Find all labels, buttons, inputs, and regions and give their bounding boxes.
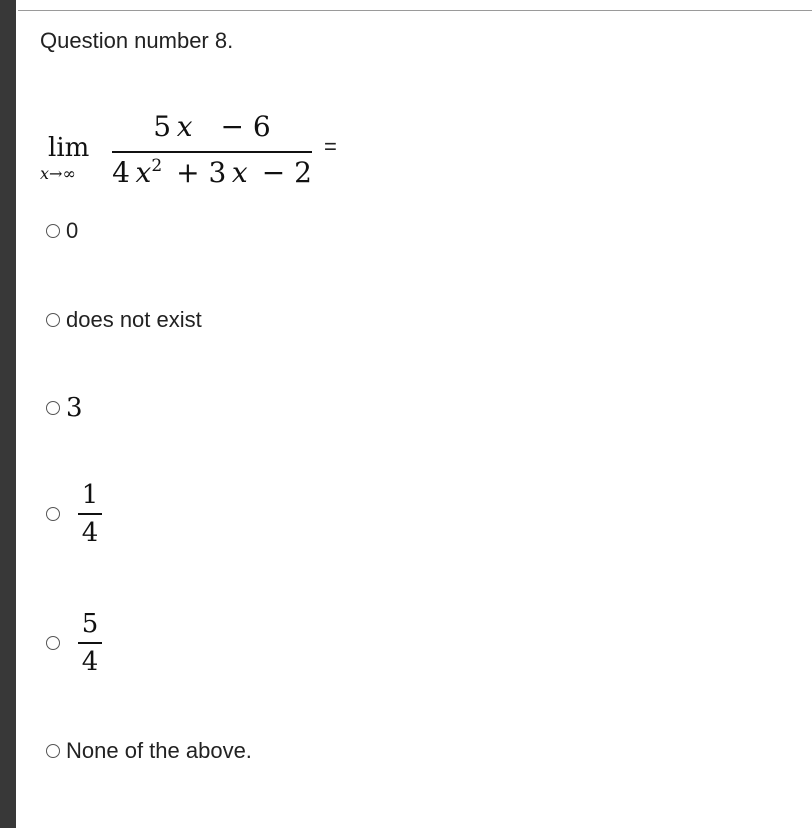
fraction-one-quarter: [78, 480, 102, 548]
lim-subscript: [40, 164, 76, 184]
option-does-not-exist-label: does not exist: [66, 307, 202, 332]
den-exponent: 2: [151, 156, 163, 176]
top-divider: [18, 10, 812, 11]
fraction-denominator-4: 4: [81, 647, 99, 677]
lim-target: ∞: [62, 164, 76, 183]
option-0-label: 0: [66, 218, 79, 243]
option-does-not-exist[interactable]: [46, 307, 202, 333]
fraction-numerator-1: 1: [81, 480, 99, 510]
option-none-of-the-above[interactable]: [46, 738, 252, 764]
equals-sign: =: [324, 134, 337, 159]
den-middle-term: + 3: [176, 156, 227, 189]
option-3[interactable]: [46, 393, 83, 423]
radio-option-0[interactable]: [46, 224, 60, 238]
num-variable: x: [176, 110, 193, 143]
option-3-label: 3: [66, 393, 83, 423]
option-five-quarters[interactable]: [46, 609, 102, 677]
radio-option-five-quarters[interactable]: [46, 636, 60, 650]
radio-option-does-not-exist[interactable]: [46, 313, 60, 327]
fraction-five-quarters: [78, 609, 102, 677]
question-title: Question number 8.: [40, 28, 234, 53]
radio-option-one-quarter[interactable]: [46, 507, 60, 521]
fraction-denominator-1: 4: [81, 518, 99, 548]
lim-word: lim: [48, 133, 90, 163]
lim-variable: x: [40, 164, 50, 183]
radio-option-3[interactable]: [46, 401, 60, 415]
option-one-quarter[interactable]: [46, 480, 102, 548]
fraction-numerator-5: 5: [81, 609, 99, 639]
den-constant: − 2: [261, 156, 312, 189]
lim-arrow: →: [49, 164, 63, 183]
num-constant: − 6: [220, 110, 271, 143]
fraction-numerator: [112, 110, 312, 144]
den-variable-2: x: [231, 156, 248, 189]
fraction-bar-5: [78, 642, 102, 644]
fraction-bar: [112, 151, 312, 153]
option-none-of-the-above-label: None of the above.: [66, 738, 252, 763]
den-coefficient: 4: [112, 156, 130, 189]
fraction-denominator: [112, 156, 312, 190]
radio-option-none-of-the-above[interactable]: [46, 744, 60, 758]
fraction-bar-1: [78, 513, 102, 515]
den-variable: x: [135, 156, 152, 189]
option-0[interactable]: [46, 218, 78, 244]
num-coefficient: 5: [153, 110, 172, 143]
